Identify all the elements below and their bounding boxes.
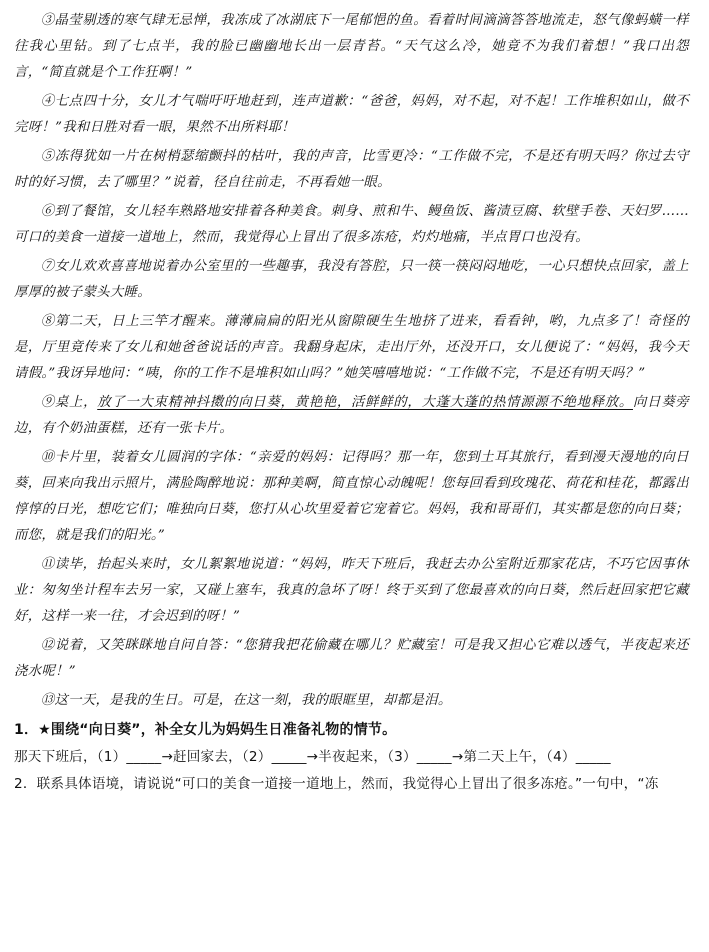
- paragraph-12: ⑫说着，又笑眯眯地自问自答：“您猜我把花偷藏在哪儿？贮藏室！可是我又担心它难以透气，半夜起来还浇水呢！”: [14, 638, 689, 679]
- paragraph-3: ③晶莹剔透的寒气肆无忌惮，我冻成了冰湖底下一尾郁悒的鱼。看着时间滴滴答答地流走，怒气像蚂蟥一样往我心里钻。到了七点半，我的脸已幽幽地长出一层青苔。“天气这么冷，她竟不为我们着想！”我口出怨言，“简直就是个工作狂啊！”: [14, 13, 689, 80]
- paragraph-9-tail: 向日葵旁边，有个奶油蛋糕，还有一张卡片。: [14, 395, 689, 436]
- paragraph-9: [14, 390, 689, 442]
- paragraph-8: ⑧第二天，日上三竿才醒来。薄薄扁扁的阳光从窗隙硬生生地挤了进来，看看钟，哟，九点多了！奇怪的是，厅里竟传来了女儿和她爸爸说话的声音。我翻身起床，走出厅外，还没开口，女儿便说了：“妈妈，我今天请假。”我讶异地问：“咦，你的工作不是堆积如山吗？”她笑嘻嘻地说：“工作做不完，不是还有明天吗？”: [14, 314, 689, 381]
- paragraph-5: ⑤冻得犹如一片在树梢瑟缩颤抖的枯叶，我的声音，比雪更冷：“工作做不完，不是还有明天吗？你过去守时的好习惯，去了哪里？”说着，径自往前走，不再看她一眼。: [14, 149, 689, 190]
- paragraph-10: ⑩卡片里，装着女儿圆润的字体：“亲爱的妈妈：记得吗？那一年，您到土耳其旅行，看到漫天漫地的向日葵，回来向我出示照片，满脸陶醉地说：那种美啊，简直惊心动魄呢！您每回看到玫瑰花、荷花和桂花，都露出惇惇的日光，想吃它们；唯独向日葵，您打从心坎里爱着它宠着它。妈妈，我和哥哥们，其实都是您的向日葵；而您，就是我们的阳光。”: [14, 450, 689, 543]
- question-1-title: 1．★围绕“向日葵”，补全女儿为妈妈生日准备礼物的情节。: [14, 722, 397, 738]
- question-1-blanks: 那天下班后，（1）_____→赶回家去，（2）_____→半夜起来，（3）_____→第二天上午，（4）_____: [14, 749, 611, 765]
- paragraph-9-lead: ⑨桌上，: [40, 395, 98, 410]
- question-2-prompt: 2．联系具体语境，请说说“可口的美食一道接一道地上，然而，我觉得心上冒出了很多冻疮。”一句中，“冻: [14, 776, 659, 792]
- paragraph-4: ④七点四十分，女儿才气喘吁吁地赶到，连声道歉：“爸爸，妈妈，对不起，对不起！工作堆积如山，做不完呀！”我和日胜对看一眼，果然不出所料耶！: [14, 94, 689, 135]
- paragraph-11: ⑪读毕，抬起头来时，女儿絮絮地说道：“妈妈，昨天下班后，我赶去办公室附近那家花店，不巧它因事休业：匆匆坐计程车去另一家，又碰上塞车，我真的急坏了呀！终于买到了您最喜欢的向日葵，然后赶回家把它藏好，这样一来一往，才会迟到的呀！”: [14, 557, 689, 624]
- paragraph-13: ⑬这一天，是我的生日。可是，在这一刻，我的眼眶里，却都是泪。: [40, 693, 452, 708]
- paragraph-9-underlined-sentence: 放了一大束精神抖擞的向日葵，黄艳艳，活鲜鲜的，大蓬大蓬的热情源源不绝地释放。: [97, 395, 633, 410]
- paragraph-6: ⑥到了餐馆，女儿轻车熟路地安排着各种美食。刺身、煎和牛、鳗鱼饭、酱渍豆腐、软壁手卷、天妇罗……可口的美食一道接一道地上，然而，我觉得心上冒出了很多冻疮，灼灼地痛，半点胃口也没有。: [14, 204, 689, 245]
- paragraph-7: ⑦女儿欢欢喜喜地说着办公室里的一些趣事，我没有答腔，只一筷一筷闷闷地吃，一心只想快点回家，盖上厚厚的被子蒙头大睡。: [14, 259, 689, 300]
